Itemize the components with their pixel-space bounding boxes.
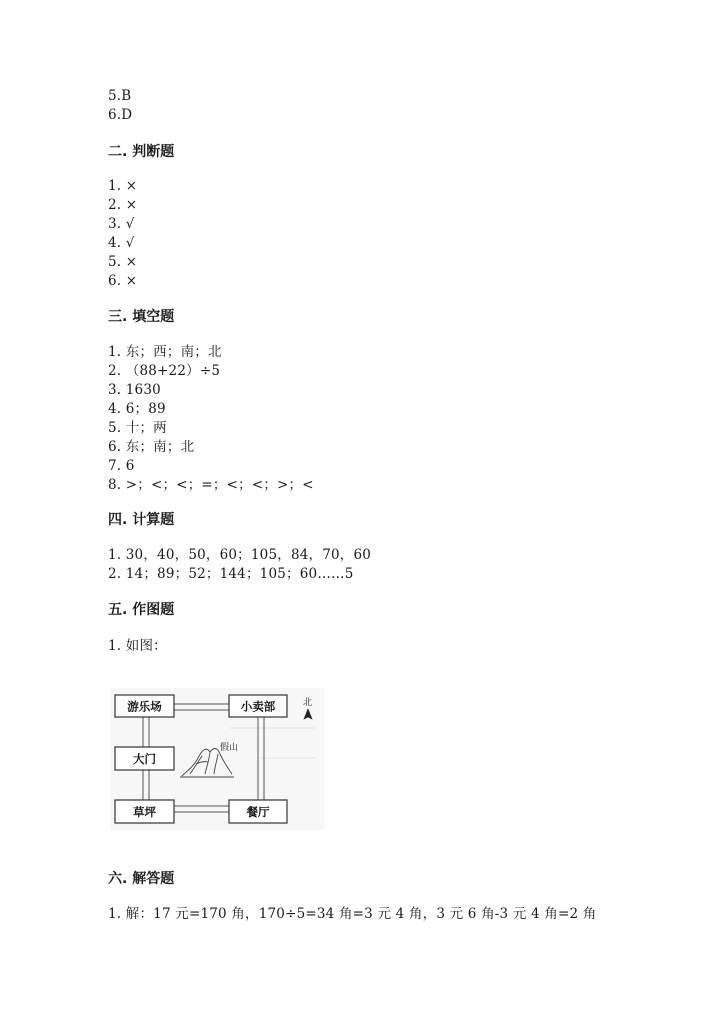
answer-line: 7. 6 xyxy=(108,458,135,474)
answer-line: 2. 14；89；52；144；105；60……5 xyxy=(108,566,354,582)
park-map-figure xyxy=(110,688,325,830)
answer-line: 6.D xyxy=(108,107,133,123)
rockery-label: 假山 xyxy=(220,743,239,753)
answer-line: 5.B xyxy=(108,88,132,104)
north-label: 北 xyxy=(303,698,313,708)
answer-line: 4. 6；89 xyxy=(108,401,166,417)
park-map-svg xyxy=(110,688,325,830)
answer-line: 1. 如图： xyxy=(108,638,167,654)
answer-line: 4. √ xyxy=(108,235,135,251)
lawn-label: 草坪 xyxy=(133,805,156,819)
answer-line: 5. 十；两 xyxy=(108,420,167,436)
shop-label: 小卖部 xyxy=(240,699,276,714)
answer-line: 2. × xyxy=(108,197,138,213)
answer-line: 1. 东；西；南；北 xyxy=(108,344,222,360)
restaurant-label: 餐厅 xyxy=(246,805,270,819)
answer-line: 2. （88+22）÷5 xyxy=(108,363,221,379)
gate-label: 大门 xyxy=(133,752,156,766)
answer-line: 1. × xyxy=(108,178,138,194)
section-heading-solution: 六. 解答题 xyxy=(108,871,175,887)
section-heading-calculation: 四. 计算题 xyxy=(108,512,175,528)
playground-label: 游乐场 xyxy=(127,699,162,714)
answer-line: 5. × xyxy=(108,254,138,270)
answer-line: 6. × xyxy=(108,273,138,289)
section-heading-judgement: 二. 判断题 xyxy=(108,144,175,160)
answer-line: 3. 1630 xyxy=(108,382,161,398)
section-heading-drawing: 五. 作图题 xyxy=(108,602,175,618)
answer-line: 1. 30，40，50，60；105，84，70，60 xyxy=(108,547,372,563)
answer-line: 1. 解：17 元=170 角，170÷5=34 角=3 元 4 角，3 元 6 角-3 元 4 角=2 角 xyxy=(108,906,597,922)
answer-line: 3. √ xyxy=(108,216,135,232)
answer-line: 8. >；<；<；=；<；<；>；< xyxy=(108,477,314,493)
section-heading-fill-blank: 三. 填空题 xyxy=(108,309,175,325)
answer-line: 6. 东；南；北 xyxy=(108,439,195,455)
